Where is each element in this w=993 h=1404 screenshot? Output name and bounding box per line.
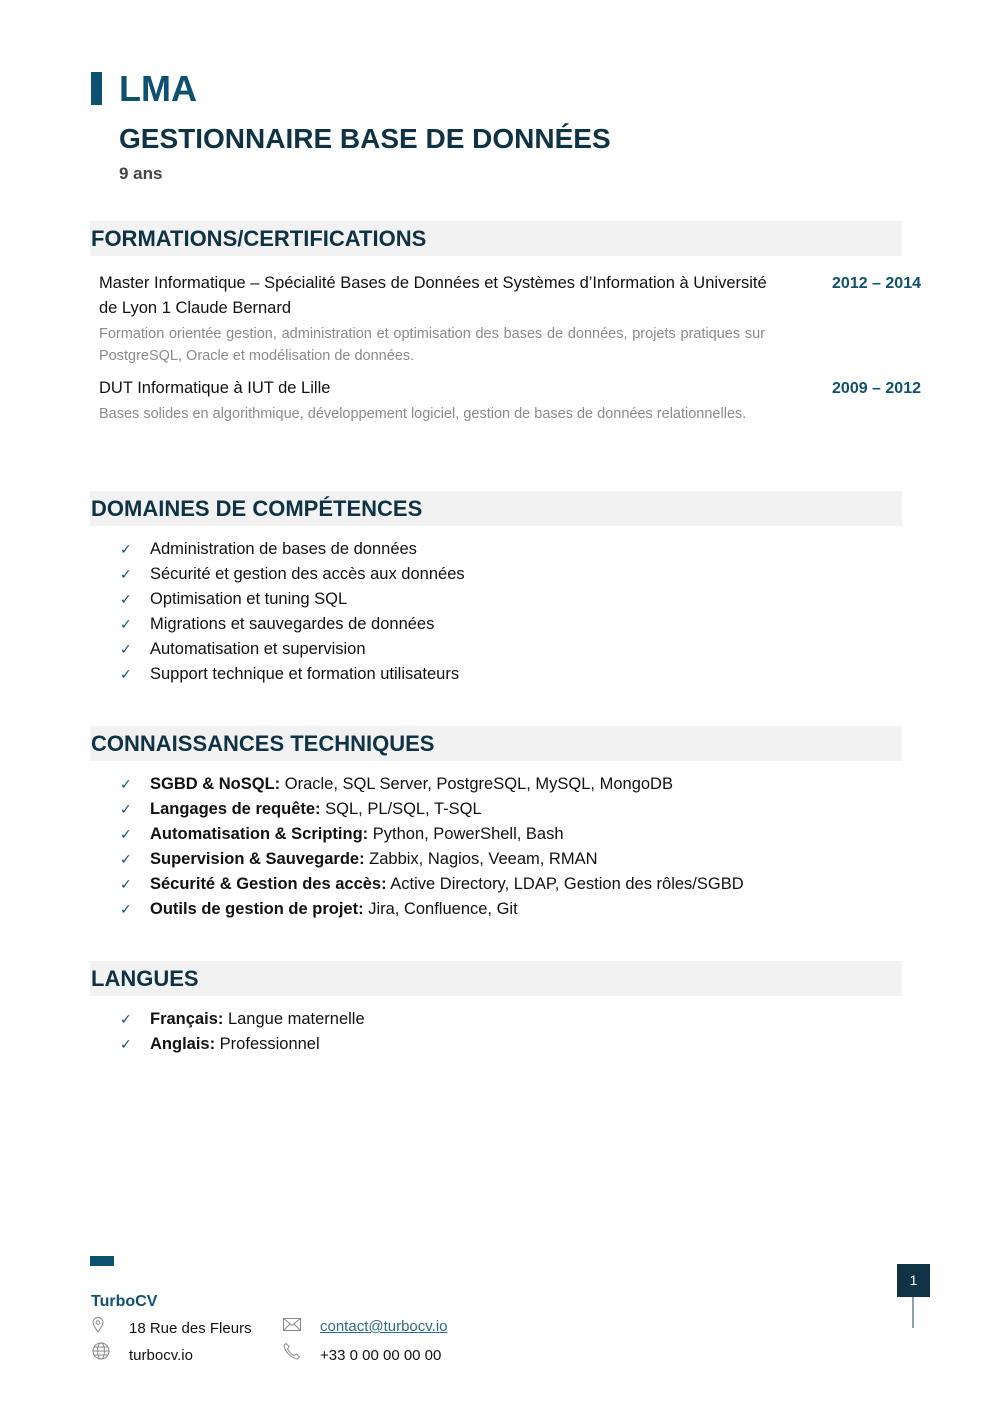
envelope-icon <box>283 1317 320 1337</box>
footer-phone <box>283 1342 441 1366</box>
list-item <box>120 897 744 922</box>
item-label: Supervision & Sauvegarde: <box>150 850 365 868</box>
list-item <box>120 822 744 847</box>
experience-years: 9 ans <box>119 164 163 183</box>
item-text: Sécurité et gestion des accès aux données <box>150 565 465 583</box>
item-label: Langages de requête: <box>150 800 321 818</box>
item-label: SGBD & NoSQL: <box>150 775 281 793</box>
list-item <box>120 662 465 687</box>
list-item <box>120 1007 365 1032</box>
item-label: Anglais: <box>150 1035 216 1053</box>
section-title: CONNAISSANCES TECHNIQUES <box>91 731 435 756</box>
footer-address <box>92 1317 252 1339</box>
candidate-name: LMA <box>119 68 197 109</box>
check-icon: ✓ <box>120 776 132 792</box>
check-icon: ✓ <box>120 901 132 917</box>
item-text: Migrations et sauvegardes de données <box>150 615 435 633</box>
item-label: Outils de gestion de projet: <box>150 900 364 918</box>
location-pin-icon <box>92 1317 129 1339</box>
education-description: Bases solides en algorithmique, développement logiciel, gestion de bases de données relationnelles. <box>99 406 747 422</box>
item-value: Active Directory, LDAP, Gestion des rôles/SGBD <box>386 875 744 893</box>
phone-icon <box>283 1342 320 1366</box>
item-text: Optimisation et tuning SQL <box>150 590 348 608</box>
item-value: Langue maternelle <box>223 1010 365 1028</box>
education-item <box>99 271 921 367</box>
check-icon: ✓ <box>120 1036 132 1052</box>
check-icon: ✓ <box>120 876 132 892</box>
check-icon: ✓ <box>120 851 132 867</box>
item-label: Automatisation & Scripting: <box>150 825 369 843</box>
website-text[interactable]: turbocv.io <box>129 1347 193 1364</box>
education-title: DUT Informatique à IUT de Lille <box>99 379 331 397</box>
education-description: Formation orientée gestion, administration et optimisation des bases de données, projets pratiques sur PostgreSQL, Oracle et modélisation de données. <box>99 326 765 364</box>
page-number: 1 <box>897 1264 930 1297</box>
accent-bar <box>91 72 102 105</box>
section-header-formations <box>90 221 902 256</box>
phone-text: +33 0 00 00 00 00 <box>320 1347 442 1364</box>
list-item <box>120 847 744 872</box>
section-header-competences <box>90 491 902 526</box>
list-item <box>120 637 465 662</box>
check-icon: ✓ <box>120 641 132 657</box>
section-header-langues <box>90 961 902 996</box>
check-icon: ✓ <box>120 801 132 817</box>
footer-accent-bar <box>90 1256 114 1266</box>
education-title: Master Informatique – Spécialité Bases de Données et Systèmes d’Information à Université de Lyon 1 Claude Bernard <box>99 274 767 317</box>
item-value: Jira, Confluence, Git <box>363 900 518 918</box>
check-icon: ✓ <box>120 826 132 842</box>
item-text: Support technique et formation utilisateurs <box>150 665 460 683</box>
section-header-connaissances <box>90 726 902 761</box>
list-item <box>120 537 465 562</box>
list-item <box>120 772 744 797</box>
check-icon: ✓ <box>120 566 132 582</box>
list-item <box>120 872 744 897</box>
education-item <box>99 376 921 425</box>
item-text: Administration de bases de données <box>150 540 417 558</box>
education-years: 2009 – 2012 <box>832 380 921 397</box>
list-item <box>120 1032 365 1057</box>
check-icon: ✓ <box>120 591 132 607</box>
job-title: GESTIONNAIRE BASE DE DONNÉES <box>119 123 611 154</box>
list-item <box>120 612 465 637</box>
section-title: DOMAINES DE COMPÉTENCES <box>91 496 423 521</box>
connaissances-list <box>120 772 744 922</box>
address-text: 18 Rue des Fleurs <box>129 1320 252 1337</box>
item-value: Python, PowerShell, Bash <box>368 825 564 843</box>
list-item <box>120 562 465 587</box>
item-value: Oracle, SQL Server, PostgreSQL, MySQL, MongoDB <box>280 775 673 793</box>
footer-website <box>92 1342 193 1366</box>
item-label: Français: <box>150 1010 224 1028</box>
item-value: Zabbix, Nagios, Veeam, RMAN <box>364 850 598 868</box>
section-title: FORMATIONS/CERTIFICATIONS <box>91 226 427 251</box>
item-text: Automatisation et supervision <box>150 640 366 658</box>
list-item <box>120 797 744 822</box>
item-label: Sécurité & Gestion des accès: <box>150 875 387 893</box>
section-title: LANGUES <box>91 966 199 991</box>
list-item <box>120 587 465 612</box>
globe-icon <box>92 1342 129 1366</box>
email-link[interactable]: contact@turbocv.io <box>320 1318 448 1335</box>
education-years: 2012 – 2014 <box>832 275 921 292</box>
check-icon: ✓ <box>120 666 132 682</box>
footer-brand: TurboCV <box>91 1293 158 1310</box>
item-value: Professionnel <box>215 1035 320 1053</box>
footer-email <box>283 1317 448 1337</box>
item-value: SQL, PL/SQL, T-SQL <box>320 800 482 818</box>
check-icon: ✓ <box>120 616 132 632</box>
langues-list <box>120 1007 365 1057</box>
check-icon: ✓ <box>120 1011 132 1027</box>
check-icon: ✓ <box>120 541 132 557</box>
page-number-line <box>912 1297 914 1328</box>
competences-list <box>120 537 465 687</box>
